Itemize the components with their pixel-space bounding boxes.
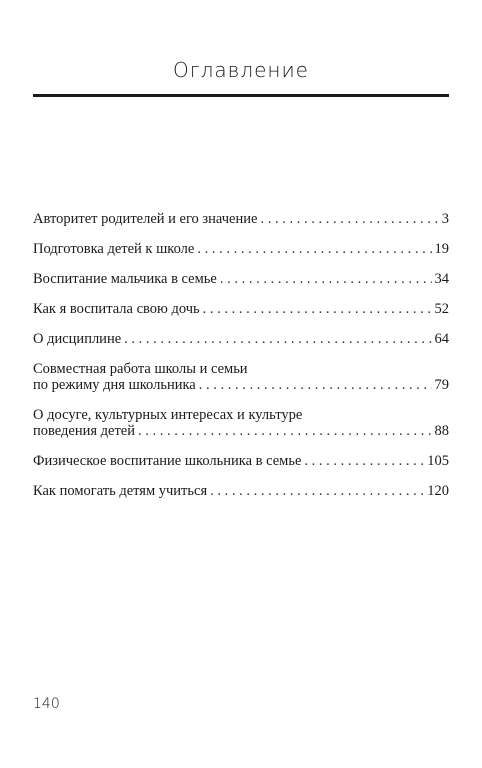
toc-entry-page: 64 [434, 331, 449, 347]
dot-leader [220, 271, 432, 287]
toc-entry-page: 120 [427, 483, 449, 499]
toc-entry[interactable] [33, 211, 449, 227]
toc-entry-title: О досуге, культурных интересах и культуре [33, 407, 303, 423]
toc-entry-page: 52 [434, 301, 449, 317]
toc-entry-title: Воспитание мальчика в семье [33, 271, 217, 287]
toc-entry-title: Как я воспитала свою дочь [33, 301, 200, 317]
toc-entry[interactable] [33, 361, 449, 393]
toc-entry-page: 19 [434, 241, 449, 257]
toc-entry-page: 105 [427, 453, 449, 469]
toc-entry[interactable] [33, 271, 449, 287]
toc-entry-title: Совместная работа школы и семьи [33, 361, 248, 377]
dot-leader [197, 241, 431, 257]
dot-leader [199, 377, 432, 393]
page-title: Оглавление [173, 58, 309, 82]
toc-entry-title: Подготовка детей к школе [33, 241, 195, 257]
toc-entry-title-continued: по режиму дня школьника [33, 377, 196, 393]
dot-leader [138, 423, 432, 439]
title-divider [33, 94, 449, 97]
toc-entry-page: 3 [441, 211, 449, 227]
toc-entry-page: 79 [434, 377, 449, 393]
page-number: 140 [33, 696, 60, 712]
toc-entry-title: О дисциплине [33, 331, 122, 347]
toc-entry[interactable] [33, 241, 449, 257]
toc-entry-title-continued: поведения детей [33, 423, 135, 439]
toc-entry[interactable] [33, 453, 449, 469]
toc-entry-title: Авторитет родителей и его значение [33, 211, 258, 227]
toc-entry[interactable] [33, 301, 449, 317]
toc-entry-title: Физическое воспитание школьника в семье [33, 453, 302, 469]
toc-entry[interactable] [33, 407, 449, 439]
table-of-contents [33, 211, 449, 513]
toc-entry[interactable] [33, 331, 449, 347]
dot-leader [210, 483, 424, 499]
toc-entry-page: 34 [434, 271, 449, 287]
dot-leader [203, 301, 432, 317]
toc-entry-page: 88 [434, 423, 449, 439]
toc-entry[interactable] [33, 483, 449, 499]
toc-entry-title: Как помогать детям учиться [33, 483, 208, 499]
dot-leader [260, 211, 438, 227]
dot-leader [304, 453, 424, 469]
dot-leader [124, 331, 431, 347]
